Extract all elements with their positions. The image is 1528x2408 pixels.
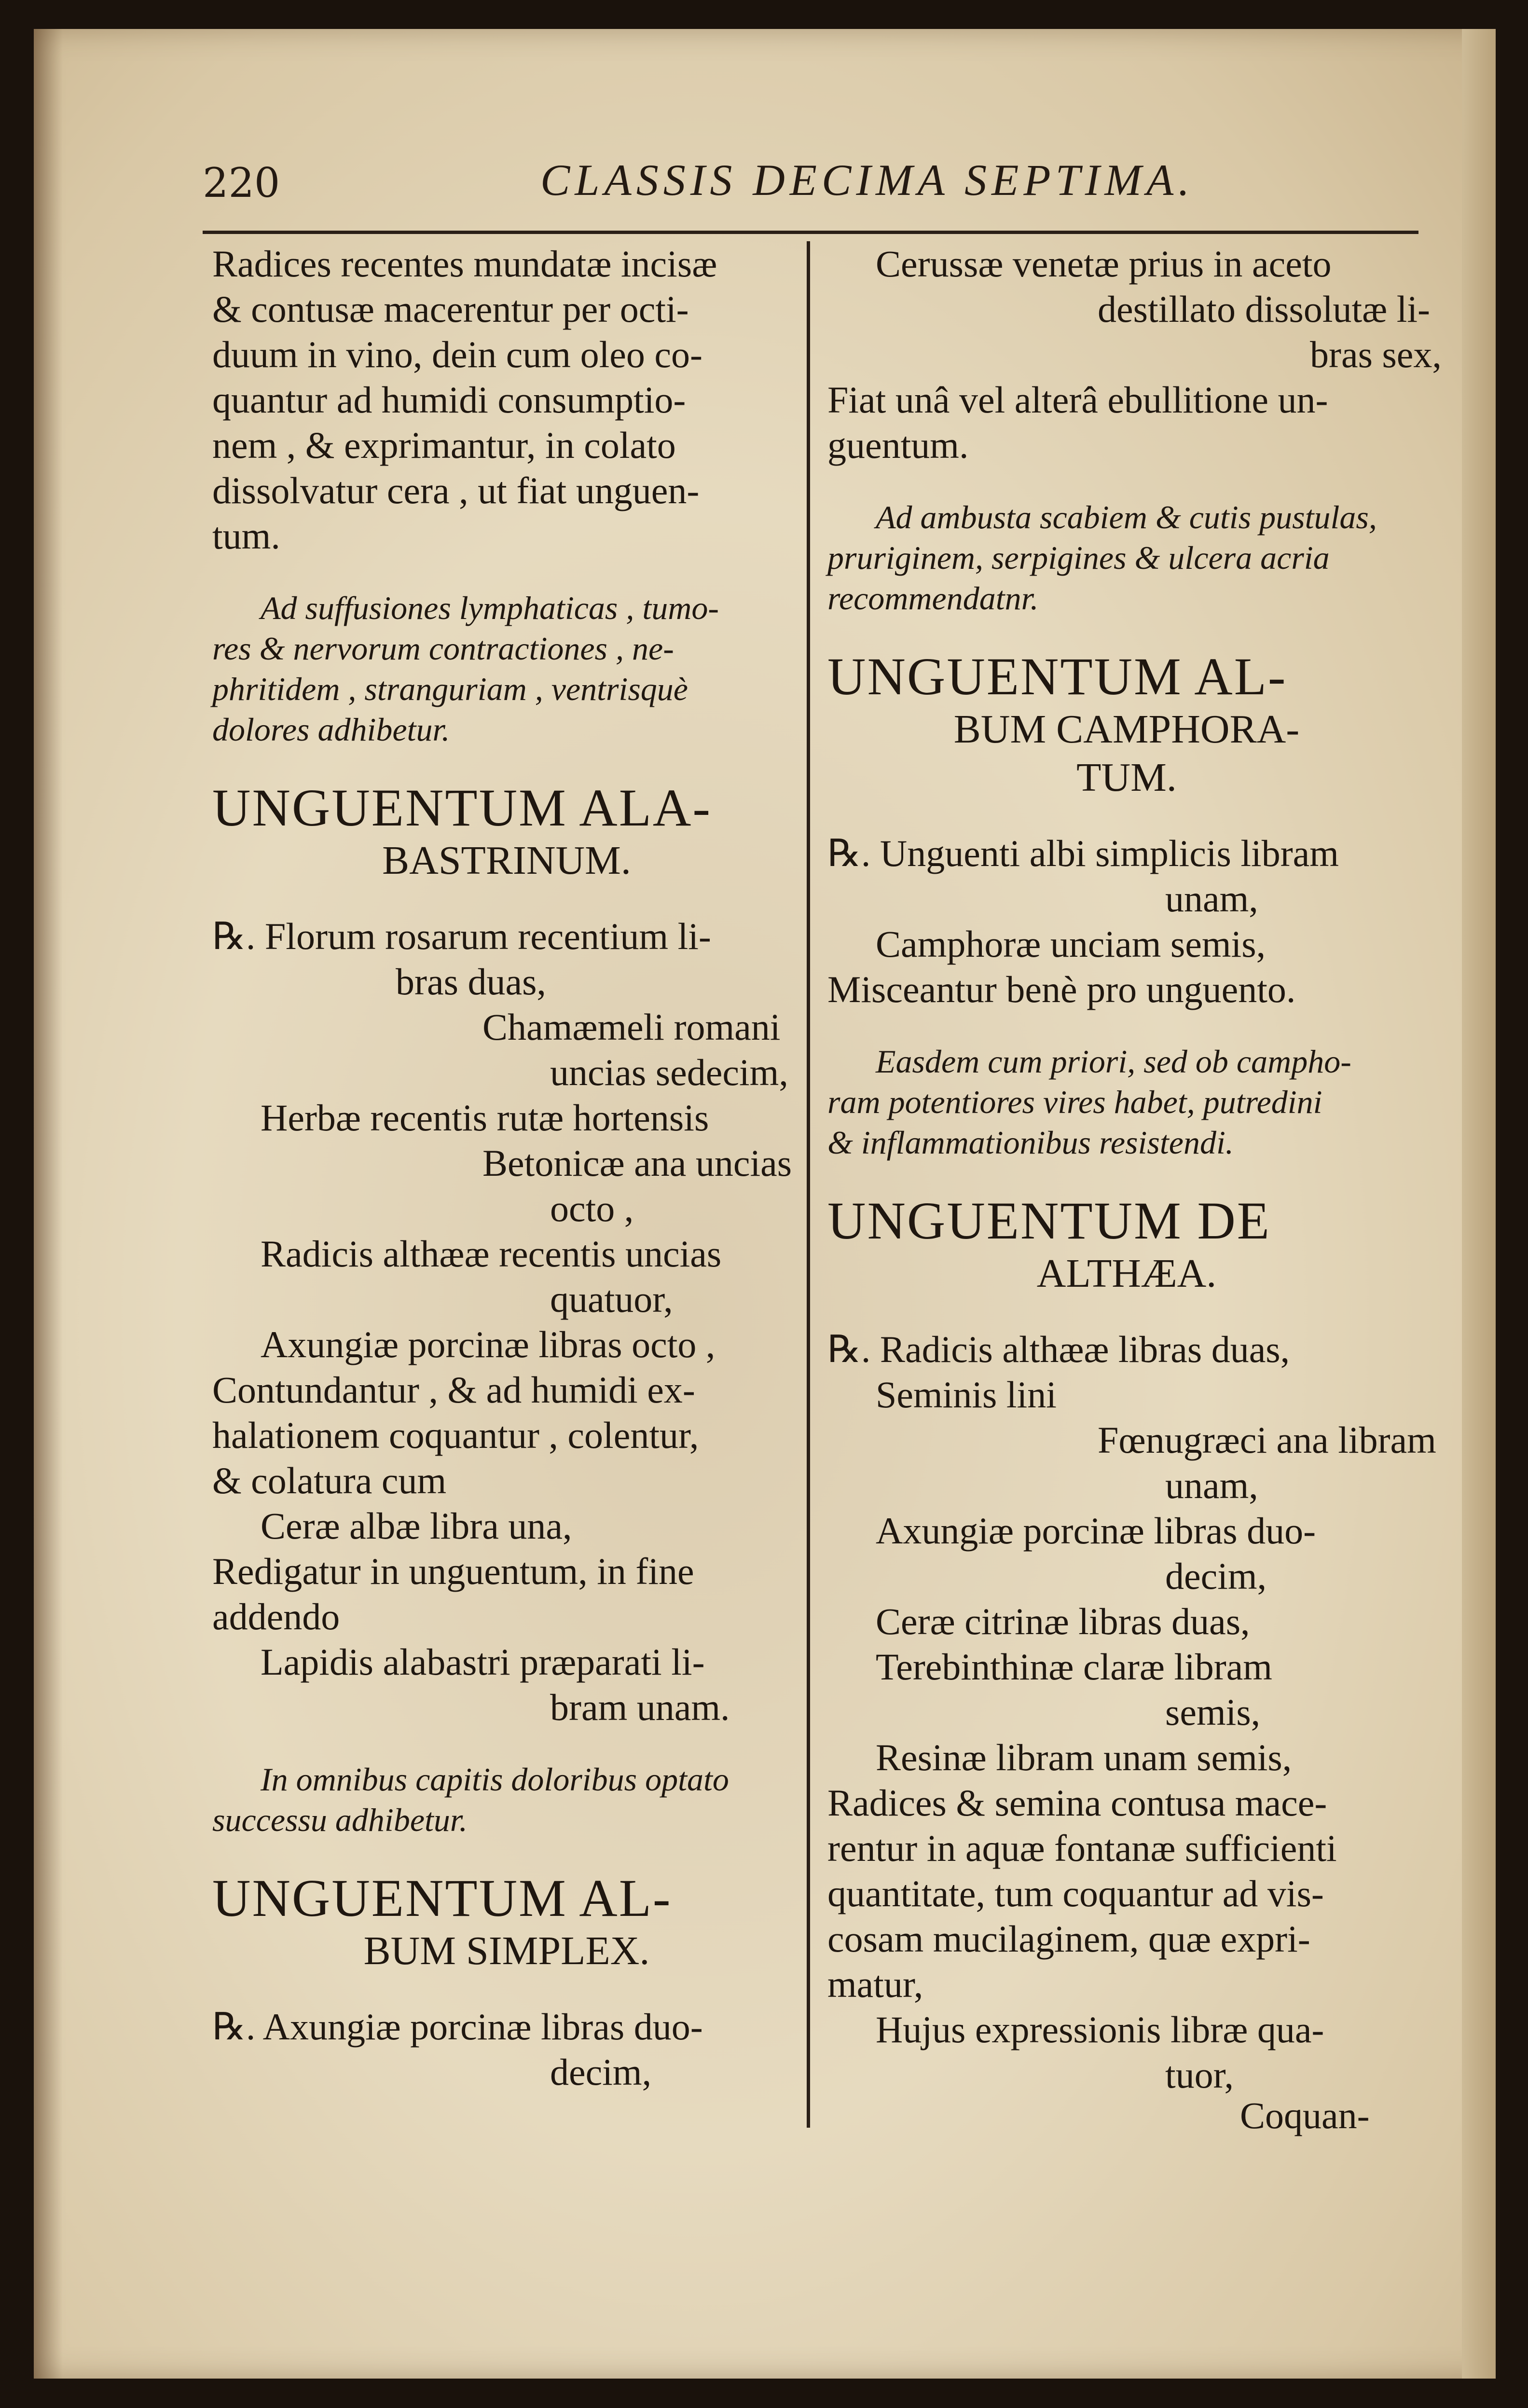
heading-line: BASTRINUM.: [382, 838, 631, 883]
text-line: bras sex,: [1310, 333, 1442, 375]
heading-line: UNGUENTUM DE: [827, 1191, 1271, 1250]
text-line: Chamæmeli romani: [482, 1006, 781, 1048]
right-column: [827, 241, 1442, 2098]
heading-line: UNGUENTUM AL-: [212, 1869, 672, 1927]
page-header: [203, 145, 1447, 217]
text-line: Betonicæ ana uncias: [482, 1142, 792, 1184]
paragraph: [212, 241, 801, 559]
text-line: & inflammationibus resistendi.: [827, 1124, 1234, 1161]
text-line: Camphoræ unciam semis,: [876, 923, 1266, 965]
usage-note: [212, 588, 801, 750]
heading-line: UNGUENTUM ALA-: [212, 778, 712, 837]
text-line: ram potentiores vires habet, putredini: [827, 1084, 1322, 1120]
text-line: Misceantur benè pro unguento.: [827, 968, 1296, 1010]
text-line: Ceræ albæ libra una,: [261, 1505, 572, 1547]
text-line: Axungiæ porcinæ libras octo ,: [261, 1323, 716, 1365]
text-line: successu adhibetur.: [212, 1802, 468, 1838]
left-column: [212, 241, 801, 2095]
text-line: Radices recentes mundatæ incisæ: [212, 243, 717, 285]
text-line: Terebinthinæ claræ libram: [876, 1646, 1272, 1688]
recipe: [212, 2004, 801, 2095]
text-line: phritidem , stranguriam , ventrisquè: [212, 671, 688, 707]
text-line: destillato dissolutæ li-: [1098, 288, 1431, 330]
text-line: recommendatnr.: [827, 580, 1039, 617]
text-line: pruriginem, serpigines & ulcera acria: [827, 539, 1330, 576]
text-line: cosam mucilaginem, quæ expri-: [827, 1918, 1310, 1960]
gutter-shadow: [34, 29, 63, 2379]
text-line: decim,: [550, 2051, 652, 2093]
recipe: [827, 1327, 1436, 2098]
text-line: duum in vino, dein cum oleo co-: [212, 333, 702, 375]
text-line: Radicis althææ recentis uncias: [261, 1233, 722, 1275]
text-line: Herbæ recentis rutæ hortensis: [261, 1097, 709, 1139]
column-rule: [807, 241, 810, 2128]
text-line: unam,: [1165, 878, 1258, 920]
text-line: res & nervorum contractiones , ne-: [212, 630, 674, 667]
usage-note: [827, 1041, 1426, 1163]
text-line: nem , & exprimantur, in colato: [212, 424, 676, 466]
recipe: [827, 241, 1442, 468]
text-line: uncias sedecim,: [550, 1051, 788, 1093]
heading-line: BUM SIMPLEX.: [363, 1928, 650, 1973]
text-line: addendo: [212, 1596, 340, 1637]
text-line: Fœnugræci ana libram: [1098, 1419, 1436, 1461]
running-title: CLASSIS DECIMA SEPTIMA.: [540, 155, 1195, 205]
text-line: Cerussæ venetæ prius in aceto: [876, 243, 1332, 285]
text-line: ℞. Unguenti albi simplicis libram: [827, 832, 1339, 874]
text-line: Seminis lini: [876, 1374, 1057, 1416]
text-line: Lapidis alabastri præparati li-: [261, 1641, 705, 1683]
heading-line: BUM CAMPHORA-: [953, 707, 1300, 752]
text-line: Ceræ citrinæ libras duas,: [876, 1600, 1250, 1642]
text-line: rentur in aquæ fontanæ sufficienti: [827, 1827, 1337, 1869]
recipe-heading: [827, 647, 1426, 802]
text-line: Redigatur in unguentum, in fine: [212, 1550, 694, 1592]
text-line: & contusæ macerentur per octi-: [212, 288, 689, 330]
recipe-heading: [827, 1192, 1426, 1298]
heading-line: ALTHÆA.: [1036, 1251, 1217, 1296]
heading-line: TUM.: [1076, 755, 1177, 800]
recipe-heading: [212, 779, 801, 885]
text-line: matur,: [827, 1963, 923, 2005]
text-line: Radices & semina contusa mace-: [827, 1782, 1327, 1824]
recipe: [827, 831, 1426, 1012]
text-line: decim,: [1165, 1555, 1267, 1597]
catchword: Coquan-: [1240, 2094, 1370, 2136]
text-line: Axungiæ porcinæ libras duo-: [876, 1510, 1316, 1552]
text-line: ℞. Radicis althææ libras duas,: [827, 1328, 1290, 1370]
text-line: Hujus expressionis libræ qua-: [876, 2009, 1324, 2050]
text-line: quantur ad humidi consumptio-: [212, 379, 686, 421]
text-line: guentum.: [827, 424, 969, 466]
text-line: Ad ambusta scabiem & cutis pustulas,: [876, 499, 1377, 536]
page-number: 220: [203, 159, 280, 206]
heading-line: UNGUENTUM AL-: [827, 647, 1287, 706]
text-line: Easdem cum priori, sed ob campho-: [876, 1043, 1351, 1080]
text-line: & colatura cum: [212, 1459, 447, 1501]
usage-note: [212, 1759, 801, 1840]
text-line: quantitate, tum coquantur ad vis-: [827, 1872, 1324, 1914]
text-line: ℞. Florum rosarum recentium li-: [212, 915, 711, 957]
page-edge: [1462, 29, 1496, 2379]
header-rule: [203, 231, 1418, 234]
text-line: Fiat unâ vel alterâ ebullitione un-: [827, 379, 1328, 421]
text-line: Ad suffusiones lymphaticas , tumo-: [261, 590, 719, 626]
text-line: tuor,: [1165, 2054, 1234, 2096]
text-line: bram unam.: [550, 1686, 730, 1728]
recipe-heading: [212, 1869, 801, 1975]
text-line: Resinæ libram unam semis,: [876, 1736, 1292, 1778]
text-line: ℞. Axungiæ porcinæ libras duo-: [212, 2006, 703, 2048]
text-line: quatuor,: [550, 1278, 673, 1320]
text-line: dolores adhibetur.: [212, 711, 450, 748]
text-line: bras duas,: [396, 961, 546, 1003]
text-line: unam,: [1165, 1464, 1258, 1506]
text-line: halationem coquantur , colentur,: [212, 1414, 699, 1456]
text-line: In omnibus capitis doloribus optato: [261, 1761, 729, 1798]
text-line: semis,: [1165, 1691, 1261, 1733]
text-line: dissolvatur cera , ut fiat unguen-: [212, 469, 700, 511]
usage-note: [827, 497, 1426, 619]
text-line: octo ,: [550, 1187, 634, 1229]
recipe: [212, 914, 801, 1730]
text-line: Contundantur , & ad humidi ex-: [212, 1369, 695, 1411]
text-line: tum.: [212, 515, 280, 557]
